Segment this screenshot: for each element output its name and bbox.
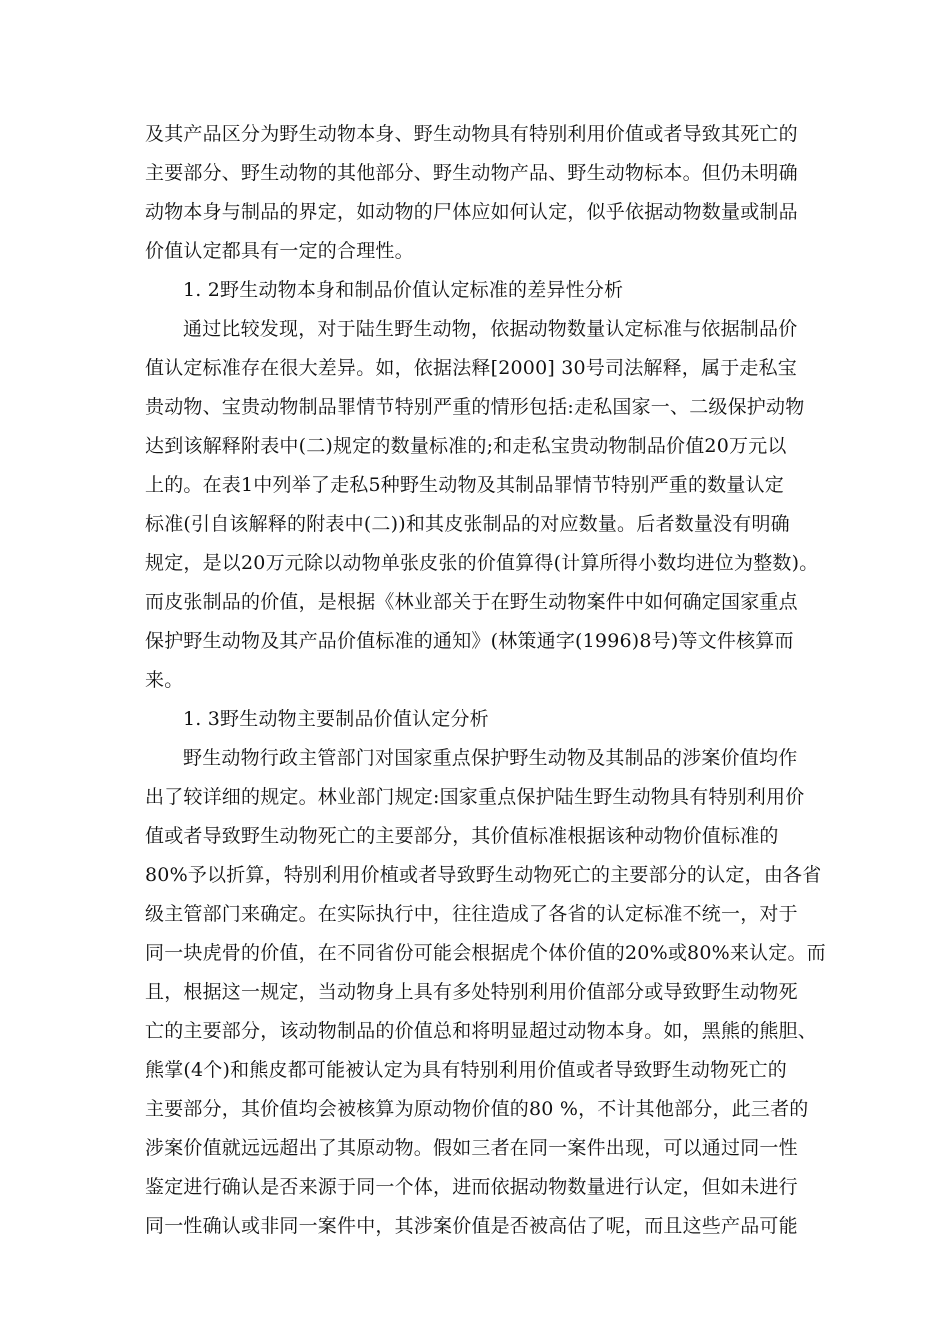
text-line: 保护野生动物及其产品价值标准的通知》(林策通字(1996)8号)等文件核算而 [145, 630, 794, 652]
text-line: 值或者导致野生动物死亡的主要部分，其价值标准根据该种动物价值标准的 [145, 825, 779, 847]
text-line: 上的。在表1中列举了走私5种野生动物及其制品罪情节特别严重的数量认定 [145, 474, 784, 496]
text-line: 而皮张制品的价值，是根据《林业部关于在野生动物案件中如何确定国家重点 [145, 591, 798, 613]
text-line: 且，根据这一规定，当动物身上具有多处特别利用价值部分或导致野生动物死 [145, 981, 798, 1003]
text-line: 价值认定都具有一定的合理性。 [145, 240, 414, 262]
text-line: 达到该解释附表中(二)规定的数量标准的;和走私宝贵动物制品价值20万元以 [145, 435, 787, 457]
text-line: 级主管部门来确定。在实际执行中，往往造成了各省的认定标准不统一，对于 [145, 903, 798, 925]
text-line: 动物本身与制品的界定，如动物的尸体应如何认定，似乎依据动物数量或制品 [145, 201, 798, 223]
section-heading-1-3: 1. 3野生动物主要制品价值认定分析 [183, 708, 489, 730]
text-line: 80%予以折算，特别利用价植或者导致野生动物死亡的主要部分的认定，由各省 [145, 864, 822, 886]
text-line: 出了较详细的规定。林业部门规定:国家重点保护陆生野生动物具有特别利用价 [145, 786, 805, 808]
section-heading-1-2: 1. 2野生动物本身和制品价值认定标准的差异性分析 [183, 279, 624, 301]
text-line: 亡的主要部分，该动物制品的价值总和将明显超过动物本身。如，黑熊的熊胆、 [145, 1020, 818, 1042]
text-line: 同一块虎骨的价值，在不同省份可能会根据虎个体价值的20%或80%来认定。而 [145, 942, 826, 964]
text-line: 主要部分，其价值均会被核算为原动物价值的80 %，不计其他部分，此三者的 [145, 1098, 809, 1120]
text-line: 通过比较发现，对于陆生野生动物，依据动物数量认定标准与依据制品价 [183, 318, 798, 340]
text-line: 来。 [145, 669, 184, 691]
text-line: 及其产品区分为野生动物本身、野生动物具有特别利用价值或者导致其死亡的 [145, 123, 798, 145]
text-line: 值认定标准存在很大差异。如，依据法释[2000] 30号司法解释，属于走私宝 [145, 357, 797, 379]
text-line: 熊掌(4个)和熊皮都可能被认定为具有特别利用价值或者导致野生动物死亡的 [145, 1059, 787, 1081]
text-line: 标准(引自该解释的附表中(二))和其皮张制品的对应数量。后者数量没有明确 [145, 513, 790, 535]
text-line: 规定，是以20万元除以动物单张皮张的价值算得(计算所得小数均进位为整数)。 [145, 552, 819, 574]
text-line: 鉴定进行确认是否来源于同一个体，进而依据动物数量进行认定，但如未进行 [145, 1176, 798, 1198]
text-line: 涉案价值就远远超出了其原动物。假如三者在同一案件出现，可以通过同一性 [145, 1137, 798, 1159]
text-line: 主要部分、野生动物的其他部分、野生动物产品、野生动物标本。但仍未明确 [145, 162, 798, 184]
text-line: 野生动物行政主管部门对国家重点保护野生动物及其制品的涉案价值均作 [183, 747, 798, 769]
text-line: 贵动物、宝贵动物制品罪情节特别严重的情形包括:走私国家一、二级保护动物 [145, 396, 805, 418]
text-line: 同一性确认或非同一案件中，其涉案价值是否被高估了呢，而且这些产品可能 [145, 1215, 798, 1237]
